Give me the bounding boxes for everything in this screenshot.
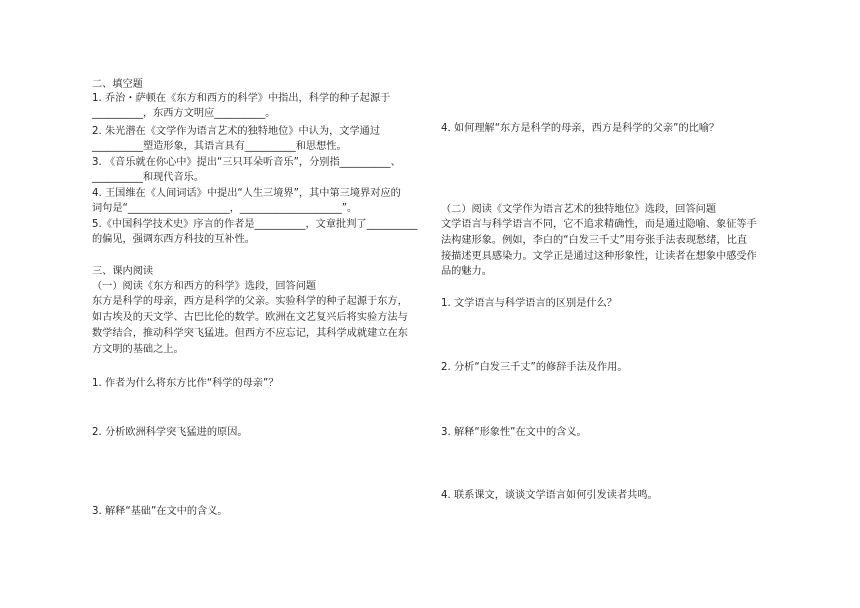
passage-2-line4: 品的魅力。 xyxy=(441,266,492,277)
section-3-title: 三、课内阅读 xyxy=(92,266,154,277)
fill-q4-line2: 词句是“____________________，____________________”。 xyxy=(92,203,358,214)
passage-1-line4: 方文明的基础之上。 xyxy=(92,344,184,355)
reading-2-question-3: 3. 解释“形象性”在文中的含义。 xyxy=(441,427,587,438)
reading-2-question-2: 2. 分析“白发三千丈”的修辞手法及作用。 xyxy=(441,362,628,373)
fill-q3-line1: 3. 《音乐就在你心中》提出“三只耳朵听音乐”，分别指__________、 xyxy=(92,157,401,168)
reading-2-title: （二）阅读《文学作为语言艺术的独特地位》选段，回答问题 xyxy=(441,204,717,215)
reading-1-question-2: 2. 分析欧洲科学突飞猛进的原因。 xyxy=(92,427,248,438)
section-2-title: 二、填空题 xyxy=(92,79,143,90)
reading-1-question-1: 1. 作者为什么将东方比作“科学的母亲”？ xyxy=(92,378,279,389)
passage-1-line3: 数学结合，推动科学突飞猛进。但西方不应忘记，其科学成就建立在东 xyxy=(92,328,408,339)
fill-q5-line2: 的偏见，强调东西方科技的互补性。 xyxy=(92,234,255,245)
reading-1-title: （一）阅读《东方和西方的科学》选段，回答问题 xyxy=(92,281,317,292)
reading-1-question-3: 3. 解释“基础”在文中的含义。 xyxy=(92,506,228,517)
reading-2-question-1: 1. 文学语言与科学语言的区别是什么？ xyxy=(441,298,617,309)
fill-q1-line2: __________，东西方文明应__________。 xyxy=(92,108,276,119)
passage-2-line2: 法构建形象。例如，李白的“白发三千丈”用夸张手法表现愁绪，比直 xyxy=(441,235,747,246)
fill-q1-line1: 1. 乔治・萨顿在《东方和西方的科学》中指出，科学的种子起源于 xyxy=(92,93,391,104)
reading-1-question-4: 4. 如何理解“东方是科学的母亲，西方是科学的父亲”的比喻？ xyxy=(441,123,720,134)
reading-2-question-4: 4. 联系课文，谈谈文学语言如何引发读者共鸣。 xyxy=(441,490,658,501)
fill-q5-line1: 5.《中国科学技术史》序言的作者是__________，文章批判了__________ xyxy=(92,219,418,230)
fill-q4-line1: 4. 王国维在《人间词话》中提出“人生三境界”，其中第三境界对应的 xyxy=(92,188,401,199)
passage-2-line3: 接描述更具感染力。文学正是通过这种形象性，让读者在想象中感受作 xyxy=(441,251,757,262)
fill-q2-line1: 2. 朱光潜在《文学作为语言艺术的独特地位》中认为，文学通过 xyxy=(92,126,381,137)
passage-1-line2: 如古埃及的天文学、古巴比伦的数学。欧洲在文艺复兴后将实验方法与 xyxy=(92,312,408,323)
passage-2-line1: 文学语言与科学语言不同，它不追求精确性，而是通过隐喻、象征等手 xyxy=(441,219,757,230)
fill-q2-line2: __________塑造形象，其语言具有__________和思想性。 xyxy=(92,141,347,152)
passage-1-line1: 东方是科学的母亲，西方是科学的父亲。实验科学的种子起源于东方， xyxy=(92,296,408,307)
fill-q3-line2: __________和现代音乐。 xyxy=(92,172,205,183)
